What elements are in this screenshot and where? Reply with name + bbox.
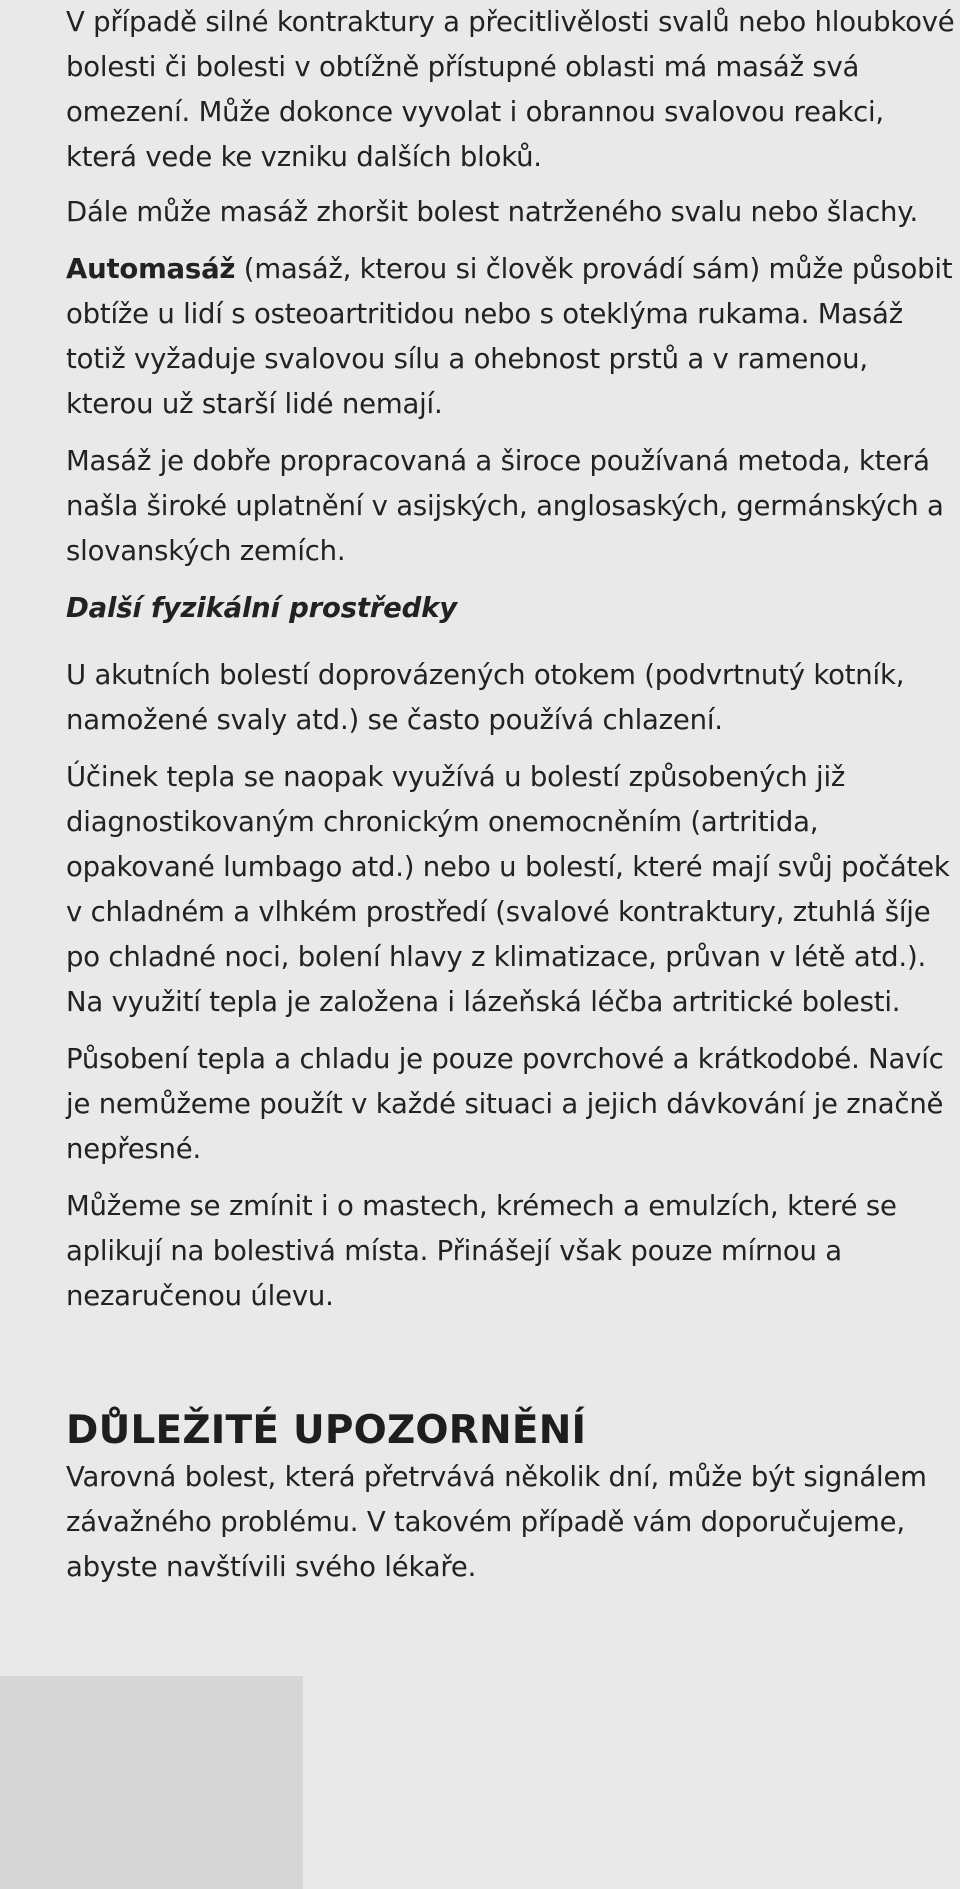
paragraph-ointments: Můžeme se zmínit i o mastech, krémech a emulzích, které se aplikují na bolestivá místa. Přinášejí však pouze mírnou a nezaručenou úlevu.: [66, 1190, 897, 1312]
paragraph-cooling: U akutních bolestí doprovázených otokem (podvrtnutý kotník, namožené svaly atd.) se často používá chlazení.: [66, 659, 905, 736]
paragraph-heat-cold: Působení tepla a chladu je pouze povrchové a krátkodobé. Navíc je nemůžeme použít v každé situaci a jejich dávkování je značně nepřesné.: [66, 1043, 944, 1165]
document-body: [66, 0, 956, 1590]
self-massage-text: (masáž, kterou si člověk provádí sám) může působit obtíže u lidí s osteoartritidou nebo s oteklýma rukama. Masáž totiž vyžaduje svalovou sílu a ohebnost prstů a v ramenou, kterou už starší lidé nemají.: [66, 253, 953, 420]
section-subheading: Další fyzikální prostředky: [66, 592, 457, 624]
paragraph-massage-method: Masáž je dobře propracovaná a široce používaná metoda, která našla široké uplatnění v asijských, anglosaských, germánských a slovanských zemích.: [66, 445, 944, 567]
paragraph-torn-muscle: Dále může masáž zhoršit bolest natrženého svalu nebo šlachy.: [66, 196, 918, 228]
paragraph-self-massage: [66, 247, 956, 427]
corner-grey-block: [0, 1676, 303, 1889]
paragraph-massage-limits: V případě silné kontraktury a přecitlivělosti svalů nebo hloubkové bolesti či bolesti v obtížně přístupné oblasti má masáž svá omezení. Může dokonce vyvolat i obrannou svalovou reakci, která vede ke vzniku dalších bloků.: [66, 6, 955, 173]
notice-text: Varovná bolest, která přetrvává několik dní, může být signálem závažného problému. V takovém případě vám doporučujeme, abyste navštívili svého lékaře.: [66, 1461, 927, 1583]
self-massage-term: Automasáž: [66, 253, 236, 285]
paragraph-heat: Účinek tepla se naopak využívá u bolestí způsobených již diagnostikovaným chronickým onemocněním (artritida, opakované lumbago atd.) nebo u bolestí, které mají svůj počátek v chladném a vlhkém prostředí (svalové kontraktury, ztuhlá šíje po chladné noci, bolení hlavy z klimatizace, průvan v létě atd.). Na využití tepla je založena i lázeňská léčba artritické bolesti.: [66, 761, 950, 1018]
notice-heading: DŮLEŽITÉ UPOZORNĚNÍ: [66, 1408, 587, 1453]
